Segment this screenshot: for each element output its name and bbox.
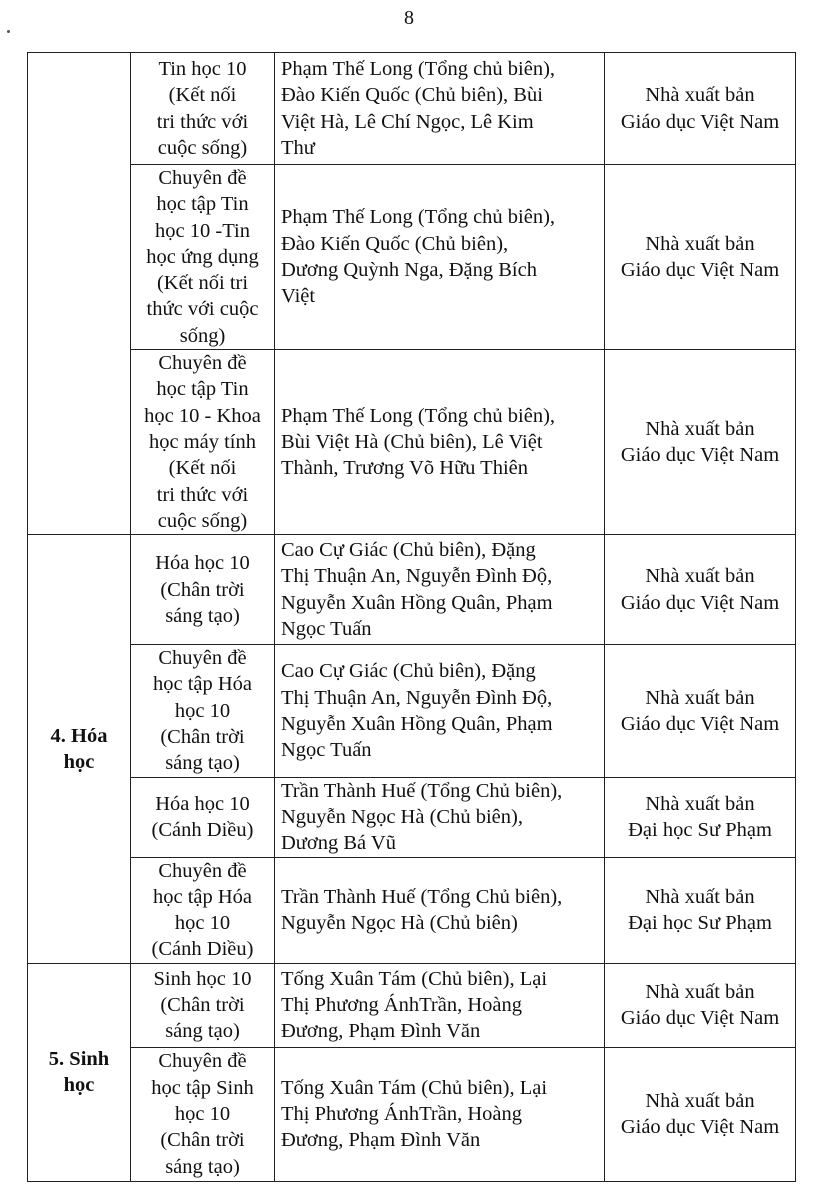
table-row bbox=[28, 963, 796, 1047]
subject-cell: 5. Sinh học bbox=[28, 963, 131, 1181]
authors-cell: Cao Cự Giác (Chủ biên), Đặng Thị Thuận An, Nguyễn Đình Độ, Nguyễn Xuân Hồng Quân, Phạm Ngọc Tuấn bbox=[275, 645, 605, 777]
authors-cell: Trần Thành Huế (Tổng Chủ biên), Nguyễn Ngọc Hà (Chủ biên) bbox=[275, 857, 605, 963]
table-row bbox=[28, 777, 796, 857]
book-title-cell: Hóa học 10 (Cánh Diều) bbox=[131, 777, 275, 857]
table-row bbox=[28, 1047, 796, 1181]
book-title-cell: Chuyên đề học tập Tin học 10 - Khoa học máy tính (Kết nối tri thức với cuộc sống) bbox=[131, 350, 275, 535]
book-title-cell: Sinh học 10 (Chân trời sáng tạo) bbox=[131, 963, 275, 1047]
publisher-cell: Nhà xuất bản Giáo dục Việt Nam bbox=[605, 963, 796, 1047]
book-title-cell: Tin học 10 (Kết nối tri thức với cuộc sống) bbox=[131, 53, 275, 165]
publisher-cell: Nhà xuất bản Giáo dục Việt Nam bbox=[605, 535, 796, 645]
table-row bbox=[28, 857, 796, 963]
publisher-cell: Nhà xuất bản Giáo dục Việt Nam bbox=[605, 350, 796, 535]
book-title-cell: Chuyên đề học tập Hóa học 10 (Chân trời sáng tạo) bbox=[131, 645, 275, 777]
publisher-cell: Nhà xuất bản Giáo dục Việt Nam bbox=[605, 53, 796, 165]
subject-cell: 4. Hóa học bbox=[28, 535, 131, 964]
book-title-cell: Chuyên đề học tập Sinh học 10 (Chân trời sáng tạo) bbox=[131, 1047, 275, 1181]
publisher-cell: Nhà xuất bản Giáo dục Việt Nam bbox=[605, 645, 796, 777]
table-row bbox=[28, 165, 796, 350]
authors-cell: Phạm Thế Long (Tổng chủ biên), Đào Kiến Quốc (Chủ biên), Bùi Việt Hà, Lê Chí Ngọc, Lê Kim Thư bbox=[275, 53, 605, 165]
page-number: 8 bbox=[404, 7, 414, 29]
table-row bbox=[28, 535, 796, 645]
authors-cell: Tống Xuân Tám (Chủ biên), Lại Thị Phương ÁnhTrần, Hoàng Đương, Phạm Đình Văn bbox=[275, 963, 605, 1047]
publisher-cell: Nhà xuất bản Đại học Sư Phạm bbox=[605, 857, 796, 963]
authors-cell: Tống Xuân Tám (Chủ biên), Lại Thị Phương ÁnhTrần, Hoàng Đương, Phạm Đình Văn bbox=[275, 1047, 605, 1181]
publisher-cell: Nhà xuất bản Đại học Sư Phạm bbox=[605, 777, 796, 857]
publisher-cell: Nhà xuất bản Giáo dục Việt Nam bbox=[605, 165, 796, 350]
table-row bbox=[28, 53, 796, 165]
textbook-table bbox=[27, 52, 796, 1182]
table-row bbox=[28, 350, 796, 535]
table-row bbox=[28, 645, 796, 777]
subject-cell-empty bbox=[28, 53, 131, 535]
book-title-cell: Chuyên đề học tập Tin học 10 -Tin học ứng dụng (Kết nối tri thức với cuộc sống) bbox=[131, 165, 275, 350]
book-title-cell: Chuyên đề học tập Hóa học 10 (Cánh Diều) bbox=[131, 857, 275, 963]
scan-dot bbox=[7, 30, 10, 33]
authors-cell: Cao Cự Giác (Chủ biên), Đặng Thị Thuận An, Nguyễn Đình Độ, Nguyễn Xuân Hồng Quân, Phạm Ngọc Tuấn bbox=[275, 535, 605, 645]
authors-cell: Trần Thành Huế (Tổng Chủ biên), Nguyễn Ngọc Hà (Chủ biên), Dương Bá Vũ bbox=[275, 777, 605, 857]
authors-cell: Phạm Thế Long (Tổng chủ biên), Đào Kiến Quốc (Chủ biên), Dương Quỳnh Nga, Đặng Bích Việt bbox=[275, 165, 605, 350]
authors-cell: Phạm Thế Long (Tổng chủ biên), Bùi Việt Hà (Chủ biên), Lê Việt Thành, Trương Võ Hữu Thiên bbox=[275, 350, 605, 535]
book-title-cell: Hóa học 10 (Chân trời sáng tạo) bbox=[131, 535, 275, 645]
publisher-cell: Nhà xuất bản Giáo dục Việt Nam bbox=[605, 1047, 796, 1181]
